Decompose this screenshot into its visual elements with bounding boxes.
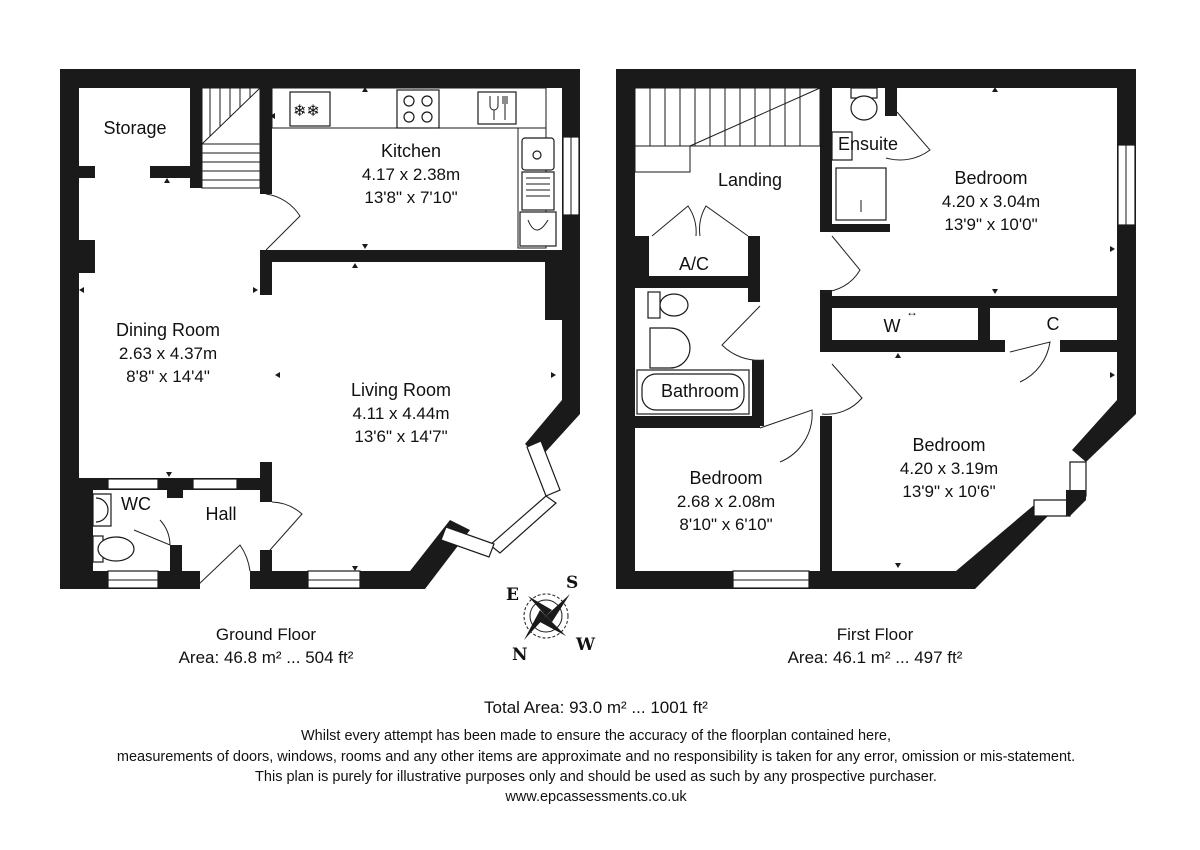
kitchen-label: Kitchen <box>380 141 442 161</box>
bathroom-label: Bathroom <box>660 381 740 401</box>
living-room-label: Living Room <box>350 380 452 400</box>
dining-room-metric: 2.63 x 4.37m <box>118 344 218 363</box>
disclaimer-line-2: measurements of doors, windows, rooms and any other items are approximate and no responsibility is taken for any error, omission or mis-statement. <box>116 749 1076 765</box>
compass-south: S <box>566 573 579 593</box>
bedroom-3-label: Bedroom <box>689 468 763 488</box>
first-floor-stairs <box>635 88 820 172</box>
bedroom-2-label: Bedroom <box>912 435 986 455</box>
compass-west: W <box>576 635 596 655</box>
ac-label: A/C <box>678 254 710 274</box>
first-floor-area: Area: 46.1 m² ... 497 ft² <box>787 648 963 667</box>
bedroom-2-metric: 4.20 x 3.19m <box>899 459 999 478</box>
bedroom-3-metric: 2.68 x 2.08m <box>676 492 776 511</box>
compass-north: N <box>512 645 528 665</box>
website-url: www.epcassessments.co.uk <box>505 789 687 805</box>
dining-room-label: Dining Room <box>115 320 221 340</box>
fridge-freezer-icon: ❄❄ <box>293 103 320 120</box>
cupboard-label: C <box>1046 314 1060 334</box>
bedroom-1-imperial: 13'9" x 10'0" <box>944 215 1038 234</box>
bedroom-2-imperial: 13'9" x 10'6" <box>902 482 996 501</box>
compass-east: E <box>506 585 519 605</box>
kitchen-metric: 4.17 x 2.38m <box>361 165 461 184</box>
ground-floor-area: Area: 46.8 m² ... 504 ft² <box>178 648 354 667</box>
first-floor-windows <box>733 145 1135 588</box>
ground-floor-bay-windows <box>441 441 560 557</box>
ground-floor-stairs <box>202 88 260 188</box>
ensuite-label: Ensuite <box>837 134 899 154</box>
hall-label: Hall <box>205 504 237 524</box>
ground-floor-title: Ground Floor <box>215 625 317 644</box>
bedroom-1-label: Bedroom <box>954 168 1028 188</box>
wardrobe-label: W <box>883 316 901 336</box>
living-room-imperial: 13'6" x 14'7" <box>354 427 448 446</box>
bedroom-3-imperial: 8'10" x 6'10" <box>679 515 773 534</box>
landing-label: Landing <box>717 170 783 190</box>
wc-label: WC <box>121 494 151 514</box>
first-floor-title: First Floor <box>836 625 914 644</box>
bedroom-1-metric: 4.20 x 3.04m <box>941 192 1041 211</box>
storage-label: Storage <box>103 118 167 138</box>
kitchen-imperial: 13'8" x 7'10" <box>364 188 458 207</box>
living-room-metric: 4.11 x 4.44m <box>352 404 450 423</box>
total-area: Total Area: 93.0 m² ... 1001 ft² <box>484 698 708 717</box>
disclaimer-line-1: Whilst every attempt has been made to ensure the accuracy of the floorplan contained here, <box>300 728 892 744</box>
ensuite-fixtures <box>832 88 886 220</box>
sliding-door-icon: ↔ <box>906 305 918 319</box>
footer <box>117 698 1075 805</box>
disclaimer-line-3: This plan is purely for illustrative purposes only and should be used as such by any prospective purchaser. <box>255 769 937 785</box>
dining-room-imperial: 8'8" x 14'4" <box>126 367 210 386</box>
compass-rose <box>506 573 596 665</box>
